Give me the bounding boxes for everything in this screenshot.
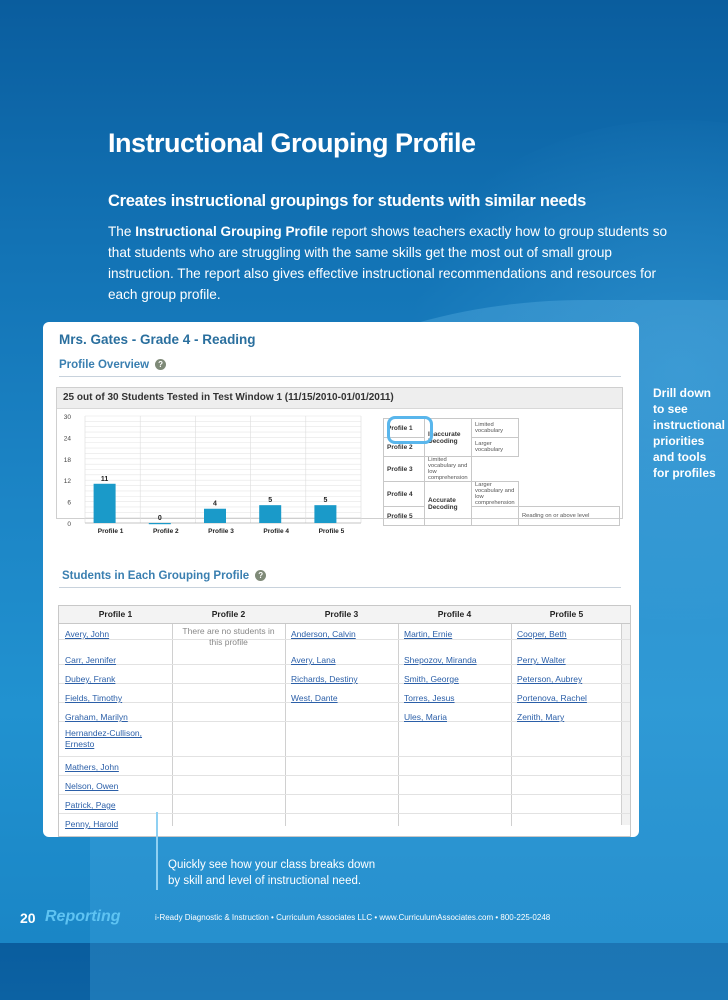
y-tick-label: 6 (67, 499, 71, 507)
y-tick-label: 18 (63, 456, 71, 464)
student-link[interactable]: Nelson, Owen (65, 781, 119, 791)
row-divider (59, 756, 630, 757)
profile-description: Larger vocabulary (472, 438, 519, 457)
student-link[interactable]: Dubey, Frank (65, 674, 116, 684)
grouping-column-header: Profile 2 (211, 609, 246, 619)
panel-header (57, 388, 622, 409)
y-tick-label: 12 (63, 478, 71, 486)
profile-overview-label: Profile Overview (59, 359, 150, 371)
page-subtitle: Creates instructional groupings for students with similar needs (108, 192, 587, 210)
callout-text (168, 857, 375, 889)
student-link[interactable]: Avery, Lana (291, 655, 336, 665)
y-tick-label: 24 (63, 435, 71, 443)
intro-text-post: report shows teachers exactly how to group students so that students who are struggling with the same skills get the most out of small group instruction. The report also gives effective instructional recommendations and resources for each group profile. (108, 224, 668, 302)
bar (259, 505, 281, 523)
callout-line-2: by skill and level of instructional need. (168, 875, 362, 887)
x-tick-label: Profile 3 (208, 528, 234, 535)
drill-down-note: Drill down to see instructional priorities and tools for profiles (653, 386, 726, 480)
profile-key-label[interactable]: Profile 3 (384, 457, 425, 482)
intro-text-pre: The (108, 224, 136, 239)
footer-section: Reporting (45, 908, 121, 925)
profile-description: Limited vocabulary and low comprehension (425, 457, 472, 482)
bar-value-label: 5 (268, 497, 273, 505)
student-link[interactable]: Martin, Ernie (404, 629, 453, 639)
decoding-level: Inaccurate Decoding (425, 419, 472, 457)
student-link[interactable]: Penny, Harold (65, 819, 119, 829)
profile-key-label[interactable]: Profile 1 (384, 419, 425, 438)
row-divider (59, 813, 630, 814)
tested-summary: 25 out of 30 Students Tested in Test Window 1 (11/15/2010-01/01/2011) (63, 392, 394, 403)
student-link[interactable]: Shepozov, Miranda (404, 655, 477, 665)
bar (204, 509, 226, 523)
profile1-highlight (387, 416, 433, 444)
report-heading: Mrs. Gates - Grade 4 - Reading (59, 332, 256, 347)
page-number: 20 (20, 910, 36, 926)
row-divider (59, 794, 630, 795)
grouping-column-divider (172, 624, 286, 826)
student-link[interactable]: Hernandez-Cullison, Ernesto (65, 728, 143, 749)
row-divider (59, 775, 630, 776)
callout-line (156, 812, 158, 890)
bar (149, 523, 171, 524)
profile-key-label[interactable]: Profile 4 (384, 482, 425, 507)
x-tick-label: Profile 5 (318, 528, 345, 535)
grouping-column-header: Profile 4 (437, 609, 472, 619)
profile-key-row (384, 457, 620, 482)
student-link[interactable]: Perry, Walter (517, 655, 566, 665)
profile-key-row (384, 507, 620, 526)
student-link[interactable]: Peterson, Aubrey (517, 674, 583, 684)
help-icon[interactable]: ? (155, 359, 166, 370)
profile-key-row (384, 482, 620, 507)
student-link[interactable]: Torres, Jesus (404, 693, 455, 703)
student-link[interactable]: Patrick, Page (65, 800, 116, 810)
bar-value-label: 4 (213, 500, 217, 508)
no-students-message: There are no students in this profile (182, 626, 275, 647)
bar (314, 505, 336, 523)
profile-overview-heading (59, 359, 166, 371)
student-link[interactable]: Graham, Marilyn (65, 712, 128, 722)
grouping-table-header (59, 606, 630, 624)
y-tick-label: 0 (67, 521, 71, 528)
grouping-column-header: Profile 3 (324, 609, 359, 619)
grouping-column-header: Profile 5 (549, 609, 584, 619)
student-link[interactable]: Fields, Timothy (65, 693, 123, 703)
student-link[interactable]: Anderson, Calvin (291, 629, 356, 639)
callout-line-1: Quickly see how your class breaks down (168, 859, 376, 871)
report-card (43, 322, 639, 837)
decoding-level: Accurate Decoding (425, 482, 472, 526)
bar-value-label: 11 (100, 475, 109, 483)
student-link[interactable]: Portenova, Rachel (517, 693, 587, 703)
student-link[interactable]: Carr, Jennifer (65, 655, 117, 665)
profile-description: Limited vocabulary (472, 419, 519, 438)
intro-text-bold: Instructional Grouping Profile (135, 224, 328, 239)
student-link[interactable]: Ules, Maria (404, 712, 447, 722)
bar-value-label: 0 (157, 515, 162, 522)
student-link[interactable]: Richards, Destiny (291, 674, 358, 684)
bar-value-label: 5 (323, 497, 328, 505)
divider (59, 587, 621, 588)
profile-description: Reading on or above level (519, 507, 620, 526)
student-link[interactable]: Smith, George (404, 674, 459, 684)
row-divider (59, 639, 630, 640)
x-tick-label: Profile 4 (263, 528, 290, 535)
student-link[interactable]: Cooper, Beth (517, 629, 567, 639)
student-link[interactable]: Mathers, John (65, 762, 119, 772)
intro-paragraph (108, 221, 668, 305)
x-tick-label: Profile 1 (97, 528, 124, 535)
divider (59, 376, 621, 377)
profile-bar-chart (61, 412, 369, 537)
students-grouping-heading (62, 570, 266, 582)
student-link[interactable]: West, Dante (291, 693, 338, 703)
grouping-table (58, 605, 631, 837)
bar (94, 484, 116, 523)
profile-key-label[interactable]: Profile 5 (384, 507, 425, 526)
students-grouping-label: Students in Each Grouping Profile (62, 570, 250, 582)
profile-key-label[interactable]: Profile 2 (384, 438, 425, 457)
student-link[interactable]: Zenith, Mary (517, 712, 565, 722)
page-title: Instructional Grouping Profile (108, 128, 476, 158)
help-icon[interactable]: ? (255, 570, 266, 581)
decoding-level (472, 507, 519, 526)
student-link[interactable]: Avery, John (65, 629, 110, 639)
profile-description: Larger vocabulary and low comprehension (472, 482, 519, 507)
grouping-column-header: Profile 1 (98, 609, 133, 619)
footer-text: i-Ready Diagnostic & Instruction • Curriculum Associates LLC • www.CurriculumAssociates.com • 800-225-0248 (155, 913, 551, 922)
x-tick-label: Profile 2 (152, 528, 179, 535)
y-tick-label: 30 (63, 414, 71, 421)
